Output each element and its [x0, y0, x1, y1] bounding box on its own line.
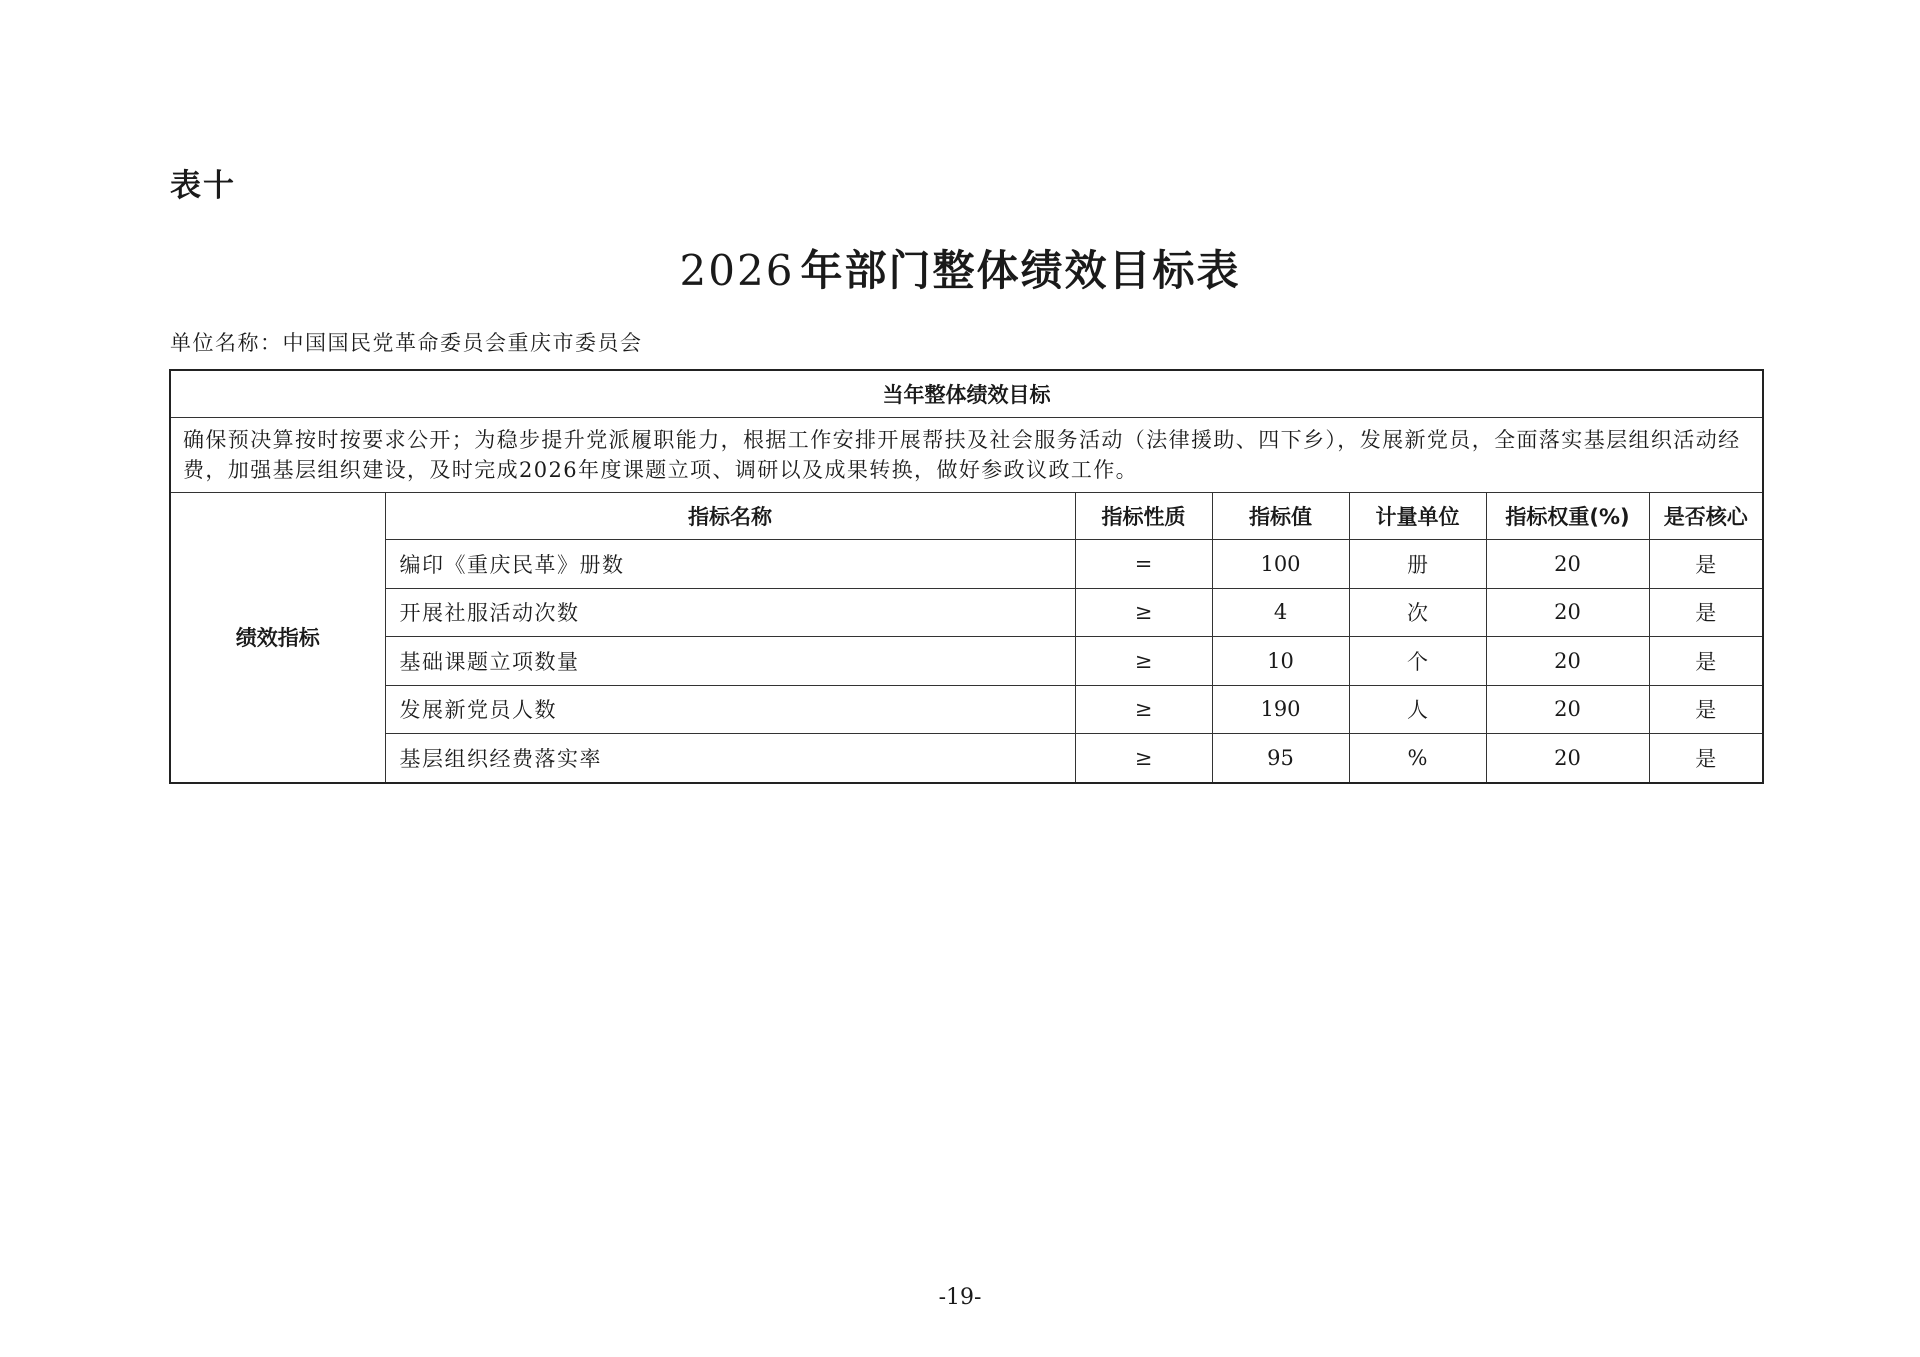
- indicator-core: 是: [1649, 637, 1763, 686]
- unit-line: [170, 327, 643, 357]
- indicator-value: 95: [1212, 734, 1349, 783]
- indicator-weight: 20: [1486, 685, 1649, 734]
- indicator-value: 10: [1212, 637, 1349, 686]
- goal-description: 确保预决算按时按要求公开；为稳步提升党派履职能力，根据工作安排开展帮扶及社会服务活动（法律援助、四下乡），发展新党员，全面落实基层组织活动经费，加强基层组织建设，及时完成2026年度课题立项、调研以及成果转换，做好参政议政工作。: [170, 418, 1763, 493]
- indicator-weight: 20: [1486, 637, 1649, 686]
- indicator-unit: %: [1349, 734, 1486, 783]
- title-year: 2026: [679, 246, 795, 295]
- indicator-value: 190: [1212, 685, 1349, 734]
- indicator-weight: 20: [1486, 734, 1649, 783]
- column-header-weight: 指标权重(%): [1486, 493, 1649, 540]
- indicator-nature: ≥: [1075, 637, 1212, 686]
- goal-header: 当年整体绩效目标: [170, 370, 1763, 418]
- column-header-value: 指标值: [1212, 493, 1349, 540]
- table-label: 表十: [170, 168, 236, 204]
- document-title: [0, 238, 1920, 298]
- indicator-core: 是: [1649, 734, 1763, 783]
- indicator-unit: 个: [1349, 637, 1486, 686]
- indicator-name: 发展新党员人数: [385, 685, 1075, 734]
- table-row: [170, 734, 1763, 783]
- column-header-unit: 计量单位: [1349, 493, 1486, 540]
- indicator-nature: ≥: [1075, 734, 1212, 783]
- indicator-unit: 册: [1349, 540, 1486, 589]
- table-row: [170, 540, 1763, 589]
- performance-table: [169, 369, 1764, 784]
- indicator-name: 开展社服活动次数: [385, 588, 1075, 637]
- page-number: -19-: [938, 1285, 982, 1310]
- column-header-core: 是否核心: [1649, 493, 1763, 540]
- indicator-unit: 次: [1349, 588, 1486, 637]
- table-row: [170, 685, 1763, 734]
- unit-label: 单位名称：: [170, 331, 283, 355]
- table-row: [170, 588, 1763, 637]
- indicator-name: 基础课题立项数量: [385, 637, 1075, 686]
- table-row: [170, 637, 1763, 686]
- indicator-section-label: 绩效指标: [170, 493, 385, 783]
- indicator-name: 编印《重庆民革》册数: [385, 540, 1075, 589]
- indicator-nature: =: [1075, 540, 1212, 589]
- indicator-name: 基层组织经费落实率: [385, 734, 1075, 783]
- title-text: 年部门整体绩效目标表: [800, 246, 1241, 295]
- indicator-unit: 人: [1349, 685, 1486, 734]
- indicator-value: 100: [1212, 540, 1349, 589]
- indicator-weight: 20: [1486, 588, 1649, 637]
- column-header-nature: 指标性质: [1075, 493, 1212, 540]
- indicator-nature: ≥: [1075, 588, 1212, 637]
- unit-value: 中国国民党革命委员会重庆市委员会: [282, 331, 643, 355]
- indicator-value: 4: [1212, 588, 1349, 637]
- indicator-nature: ≥: [1075, 685, 1212, 734]
- indicator-core: 是: [1649, 540, 1763, 589]
- indicator-core: 是: [1649, 588, 1763, 637]
- indicator-core: 是: [1649, 685, 1763, 734]
- indicator-weight: 20: [1486, 540, 1649, 589]
- column-header-name: 指标名称: [385, 493, 1075, 540]
